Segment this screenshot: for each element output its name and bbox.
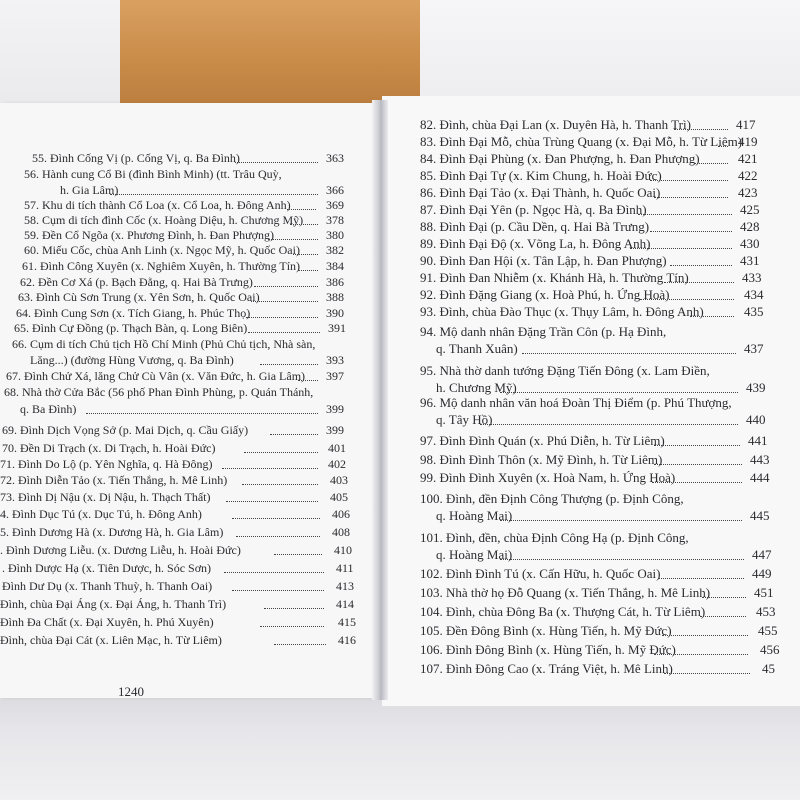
entry-title: 4. Đình Dục Tú (x. Dục Tú, h. Đông Anh) bbox=[0, 507, 202, 521]
entry-title: 84. Đình Đại Phùng (x. Đan Phượng, h. Đan Phượng) bbox=[420, 151, 700, 166]
entry-title: Đình, chùa Đại Cát (x. Liên Mạc, h. Từ Liêm) bbox=[0, 633, 222, 647]
entry-page-number: 399 bbox=[326, 423, 344, 437]
leader-dots bbox=[248, 321, 320, 333]
entry-page-number: 453 bbox=[756, 604, 776, 619]
entry-page-number: 423 bbox=[738, 185, 758, 200]
entry-page-number: 417 bbox=[736, 117, 756, 132]
entry-page-number: 419 bbox=[738, 134, 758, 149]
entry-title: 66. Cụm di tích Chủ tịch Hồ Chí Minh (Phủ Chủ tịch, Nhà sàn, bbox=[12, 337, 316, 351]
leader-dots bbox=[664, 271, 734, 283]
entry-page-number: 406 bbox=[332, 507, 350, 521]
entry-title: 103. Nhà thờ họ Đỗ Quang (x. Tiến Thắng, h. Mê Linh) bbox=[420, 585, 711, 600]
leader-dots bbox=[630, 237, 732, 249]
leader-dots bbox=[480, 413, 738, 425]
leader-dots bbox=[268, 228, 318, 240]
book-gutter bbox=[372, 100, 388, 700]
entry-title: 102. Đình Đình Tú (x. Cấn Hữu, h. Quốc Oai) bbox=[420, 566, 661, 581]
entry-title: 90. Đình Đan Hội (x. Tân Lập, h. Đan Phượng) bbox=[420, 253, 667, 268]
entry-title: 106. Đình Đông Bình (x. Hùng Tiến, h. Mỹ Đức) bbox=[420, 642, 676, 657]
entry-page-number: 410 bbox=[334, 543, 352, 557]
leader-dots bbox=[264, 597, 324, 609]
entry-page-number: 416 bbox=[338, 633, 356, 647]
leader-dots bbox=[274, 543, 322, 555]
entry-title: 68. Nhà thờ Cửa Bắc (56 phố Phan Đình Phùng, p. Quán Thánh, bbox=[4, 385, 314, 399]
leader-dots bbox=[650, 169, 728, 181]
leader-dots bbox=[658, 567, 744, 579]
entry-page-number: 428 bbox=[740, 219, 760, 234]
leader-dots bbox=[650, 220, 732, 232]
entry-page-number: 456 bbox=[760, 642, 780, 657]
entry-page-number: 411 bbox=[336, 561, 354, 575]
leader-dots bbox=[702, 586, 746, 598]
entry-page-number: 405 bbox=[330, 490, 348, 504]
leader-dots bbox=[694, 152, 728, 164]
entry-page-number: 391 bbox=[328, 321, 346, 335]
entry-page-number: 425 bbox=[740, 202, 760, 217]
entry-page-number: 380 bbox=[326, 228, 344, 242]
entry-title: 99. Đình Đình Xuyên (x. Hoà Nam, h. Ứng Hoà) bbox=[420, 470, 676, 485]
leader-dots bbox=[652, 471, 742, 483]
entry-page-number: 449 bbox=[752, 566, 772, 581]
entry-title: 94. Mộ danh nhân Đặng Trần Côn (p. Hạ Đình, bbox=[420, 324, 667, 339]
entry-page-number: 421 bbox=[738, 151, 758, 166]
entry-page-number: 447 bbox=[752, 547, 772, 562]
entry-title: 58. Cụm di tích đình Cốc (x. Hoàng Diệu, h. Chương Mỹ) bbox=[24, 213, 304, 227]
entry-title: 57. Khu di tích thành Cổ Loa (x. Cổ Loa, h. Đông Anh) bbox=[24, 198, 291, 212]
entry-title: h. Chương Mỹ) bbox=[436, 380, 517, 395]
leader-dots bbox=[224, 561, 324, 573]
leader-dots bbox=[242, 473, 318, 485]
entry-title: q. Tây Hồ) bbox=[436, 412, 493, 427]
entry-title: 85. Đình Đại Tự (x. Kim Chung, h. Hoài Đức) bbox=[420, 168, 662, 183]
left-page bbox=[0, 103, 378, 698]
entry-page-number: 408 bbox=[332, 525, 350, 539]
entry-page-number: 439 bbox=[746, 380, 766, 395]
leader-dots bbox=[500, 381, 738, 393]
entry-title: 100. Đình, đền Định Công Thượng (p. Định Công, bbox=[420, 491, 684, 506]
entry-title: 61. Đình Công Xuyên (x. Nghiêm Xuyên, h. Thường Tín) bbox=[22, 259, 301, 273]
entry-page-number: 399 bbox=[326, 402, 344, 416]
entry-title: 59. Đền Cổ Ngõa (x. Phương Đình, h. Đan Phượng) bbox=[24, 228, 275, 242]
background-surface bbox=[0, 0, 120, 120]
leader-dots bbox=[670, 254, 732, 266]
leader-dots bbox=[662, 624, 748, 636]
entry-title: Lăng...) (đường Hùng Vương, q. Ba Đình) bbox=[30, 353, 234, 367]
entry-title: 104. Đình, chùa Đông Ba (x. Thượng Cát, h. Từ Liêm) bbox=[420, 604, 706, 619]
entry-page-number: 437 bbox=[744, 341, 764, 356]
entry-title: 60. Miếu Cốc, chùa Anh Linh (x. Ngọc Mỹ, h. Quốc Oai) bbox=[24, 243, 300, 257]
leader-dots bbox=[270, 423, 318, 435]
leader-dots bbox=[244, 441, 318, 453]
leader-dots bbox=[287, 198, 316, 210]
leader-dots bbox=[246, 306, 318, 318]
entry-page-number: 386 bbox=[326, 275, 344, 289]
entry-title: 87. Đình Đại Yên (p. Ngọc Hà, q. Ba Đình) bbox=[420, 202, 647, 217]
entry-title: 73. Đình Dị Nậu (x. Dị Nậu, h. Thạch Thất) bbox=[0, 490, 211, 504]
entry-title: h. Gia Lâm) bbox=[60, 183, 119, 197]
entry-page-number: 45 bbox=[762, 661, 775, 676]
entry-title: q. Ba Đình) bbox=[20, 402, 77, 416]
entry-page-number: 393 bbox=[326, 353, 344, 367]
leader-dots bbox=[86, 402, 318, 414]
entry-page-number: 363 bbox=[326, 151, 344, 165]
entry-title: 82. Đình, chùa Đại Lan (x. Duyên Hà, h. Thanh Trì) bbox=[420, 117, 691, 132]
entry-page-number: 433 bbox=[742, 270, 762, 285]
leader-dots bbox=[251, 290, 318, 302]
entry-title: 89. Đình Đại Độ (x. Võng La, h. Đông Anh) bbox=[420, 236, 651, 251]
entry-page-number: 430 bbox=[740, 236, 760, 251]
entry-title: . Đình Dược Hạ (x. Tiên Dược, h. Sóc Sơn) bbox=[2, 561, 212, 575]
entry-title: 86. Đình Đại Tảo (x. Đại Thành, h. Quốc Oai) bbox=[420, 185, 661, 200]
entry-page-number: 441 bbox=[748, 433, 768, 448]
leader-dots bbox=[226, 490, 318, 502]
entry-page-number: 435 bbox=[744, 304, 764, 319]
leader-dots bbox=[500, 509, 742, 521]
entry-title: 88. Đình Đại (p. Cầu Dền, q. Hai Bà Trưng) bbox=[420, 219, 650, 234]
entry-title: 71. Đình Do Lộ (p. Yên Nghĩa, q. Hà Đông) bbox=[0, 457, 213, 471]
leader-dots bbox=[654, 434, 740, 446]
entry-page-number: 388 bbox=[326, 290, 344, 304]
entry-title: Đình, chùa Đại Áng (x. Đại Áng, h. Thanh Trì) bbox=[0, 597, 227, 611]
leader-dots bbox=[232, 507, 320, 519]
entry-page-number: 397 bbox=[326, 369, 344, 383]
entry-page-number: 434 bbox=[744, 287, 764, 302]
entry-title: 55. Đình Cống Vị (p. Cống Vị, q. Ba Đình) bbox=[32, 151, 240, 165]
entry-title: 93. Đình, chùa Đào Thục (x. Thụy Lâm, h. Đông Anh) bbox=[420, 304, 704, 319]
entry-page-number: 401 bbox=[328, 441, 346, 455]
entry-page-number: 402 bbox=[328, 457, 346, 471]
entry-page-number: 382 bbox=[326, 243, 344, 257]
leader-dots bbox=[664, 662, 750, 674]
entry-title: Đình Đa Chất (x. Đại Xuyên, h. Phú Xuyên) bbox=[0, 615, 214, 629]
entry-page-number: 366 bbox=[326, 183, 344, 197]
entry-page-number: 431 bbox=[740, 253, 760, 268]
entry-title: 91. Đình Đan Nhiễm (x. Khánh Hà, h. Thường Tín) bbox=[420, 270, 689, 285]
entry-title: 96. Mộ danh nhân văn hoá Đoàn Thị Điểm (p. Phú Thượng, bbox=[420, 395, 732, 410]
entry-title: 107. Đình Đông Cao (x. Tráng Việt, h. Mê Linh) bbox=[420, 661, 673, 676]
entry-page-number: 444 bbox=[750, 470, 770, 485]
entry-title: Đình Dư Dụ (x. Thanh Thuỳ, h. Thanh Oai) bbox=[2, 579, 213, 593]
entry-title: 72. Đình Diễn Tảo (x. Tiến Thắng, h. Mê Linh) bbox=[0, 473, 228, 487]
leader-dots bbox=[222, 457, 318, 469]
entry-title: 92. Đình Đặng Giang (x. Hoà Phú, h. Ứng Hoà) bbox=[420, 287, 670, 302]
leader-dots bbox=[700, 605, 746, 617]
leader-dots bbox=[293, 243, 318, 255]
leader-dots bbox=[274, 633, 326, 645]
entry-page-number: 445 bbox=[750, 508, 770, 523]
leader-dots bbox=[254, 275, 318, 287]
entry-page-number: 443 bbox=[750, 452, 770, 467]
leader-dots bbox=[236, 525, 320, 537]
entry-page-number: 403 bbox=[330, 473, 348, 487]
entry-title: 56. Hành cung Cổ Bi (đình Bình Minh) (tt. Trâu Quỳ, bbox=[24, 167, 282, 181]
entry-page-number: 455 bbox=[758, 623, 778, 638]
leader-dots bbox=[260, 615, 324, 627]
entry-title: 69. Đình Dịch Vọng Sở (p. Mai Dịch, q. Cầu Giấy) bbox=[2, 423, 249, 437]
entry-title: . Đình Dương Liễu. (x. Dương Liễu, h. Hoài Đức) bbox=[0, 543, 241, 557]
entry-title: 101. Đình, đền, chùa Định Công Hạ (p. Định Công, bbox=[420, 530, 689, 545]
leader-dots bbox=[110, 183, 318, 195]
entry-title: q. Thanh Xuân) bbox=[436, 341, 518, 356]
entry-title: 64. Đình Cung Sơn (x. Tích Giang, h. Phúc Thọ) bbox=[16, 306, 251, 320]
entry-title: 83. Đình Đại Mỗ, chùa Trùng Quang (x. Đại Mỗ, h. Từ Liêm) bbox=[420, 134, 743, 149]
entry-page-number: 440 bbox=[746, 412, 766, 427]
entry-title: q. Hoàng Mai) bbox=[436, 508, 513, 523]
leader-dots bbox=[674, 118, 728, 130]
leader-dots bbox=[690, 305, 734, 317]
entry-title: 63. Đình Cù Sơn Trung (x. Yên Sơn, h. Quốc Oai) bbox=[18, 290, 260, 304]
entry-page-number: 369 bbox=[326, 198, 344, 212]
entry-title: 70. Đền Di Trạch (x. Di Trạch, h. Hoài Đức) bbox=[2, 441, 216, 455]
entry-title: 105. Đền Đông Bình (x. Hùng Tiến, h. Mỹ Đức) bbox=[420, 623, 672, 638]
entry-page-number: 415 bbox=[338, 615, 356, 629]
entry-page-number: 378 bbox=[326, 213, 344, 227]
leader-dots bbox=[232, 579, 324, 591]
entry-title: 65. Đình Cự Đồng (p. Thạch Bàn, q. Long Biên) bbox=[14, 321, 248, 335]
entry-page-number: 414 bbox=[336, 597, 354, 611]
leader-dots bbox=[638, 203, 732, 215]
right-page bbox=[382, 96, 800, 706]
leader-dots bbox=[235, 151, 318, 163]
leader-dots bbox=[260, 353, 318, 365]
entry-title: q. Hoàng Mai) bbox=[436, 547, 513, 562]
leader-dots bbox=[298, 259, 318, 271]
entry-title: 5. Đình Dương Hà (x. Dương Hà, h. Gia Lâm) bbox=[0, 525, 224, 539]
leader-dots bbox=[654, 186, 728, 198]
entry-page-number: 413 bbox=[336, 579, 354, 593]
leader-dots bbox=[500, 548, 744, 560]
leader-dots bbox=[290, 213, 318, 225]
entry-title: 62. Đền Cơ Xá (p. Bạch Đằng, q. Hai Bà Trưng) bbox=[20, 275, 253, 289]
entry-page-number: 390 bbox=[326, 306, 344, 320]
leader-dots bbox=[654, 453, 742, 465]
leader-dots bbox=[718, 135, 728, 147]
entry-page-number: 422 bbox=[738, 168, 758, 183]
leader-dots bbox=[640, 288, 734, 300]
entry-title: 95. Nhà thờ danh tướng Đặng Tiến Đông (x. Lam Điền, bbox=[420, 363, 710, 378]
entry-page-number: 451 bbox=[754, 585, 774, 600]
entry-title: 98. Đình Đình Thôn (x. Mỹ Đình, h. Từ Liêm) bbox=[420, 452, 663, 467]
leader-dots bbox=[298, 369, 318, 381]
page-number-folio: 1240 bbox=[118, 684, 144, 699]
entry-title: 97. Đình Đình Quán (x. Phú Diễn, h. Từ Liêm) bbox=[420, 433, 665, 448]
entry-title: 67. Đình Chử Xá, lăng Chử Cù Vân (x. Văn Đức, h. Gia Lâm) bbox=[6, 369, 306, 383]
leader-dots bbox=[654, 643, 748, 655]
entry-page-number: 384 bbox=[326, 259, 344, 273]
leader-dots bbox=[522, 342, 736, 354]
